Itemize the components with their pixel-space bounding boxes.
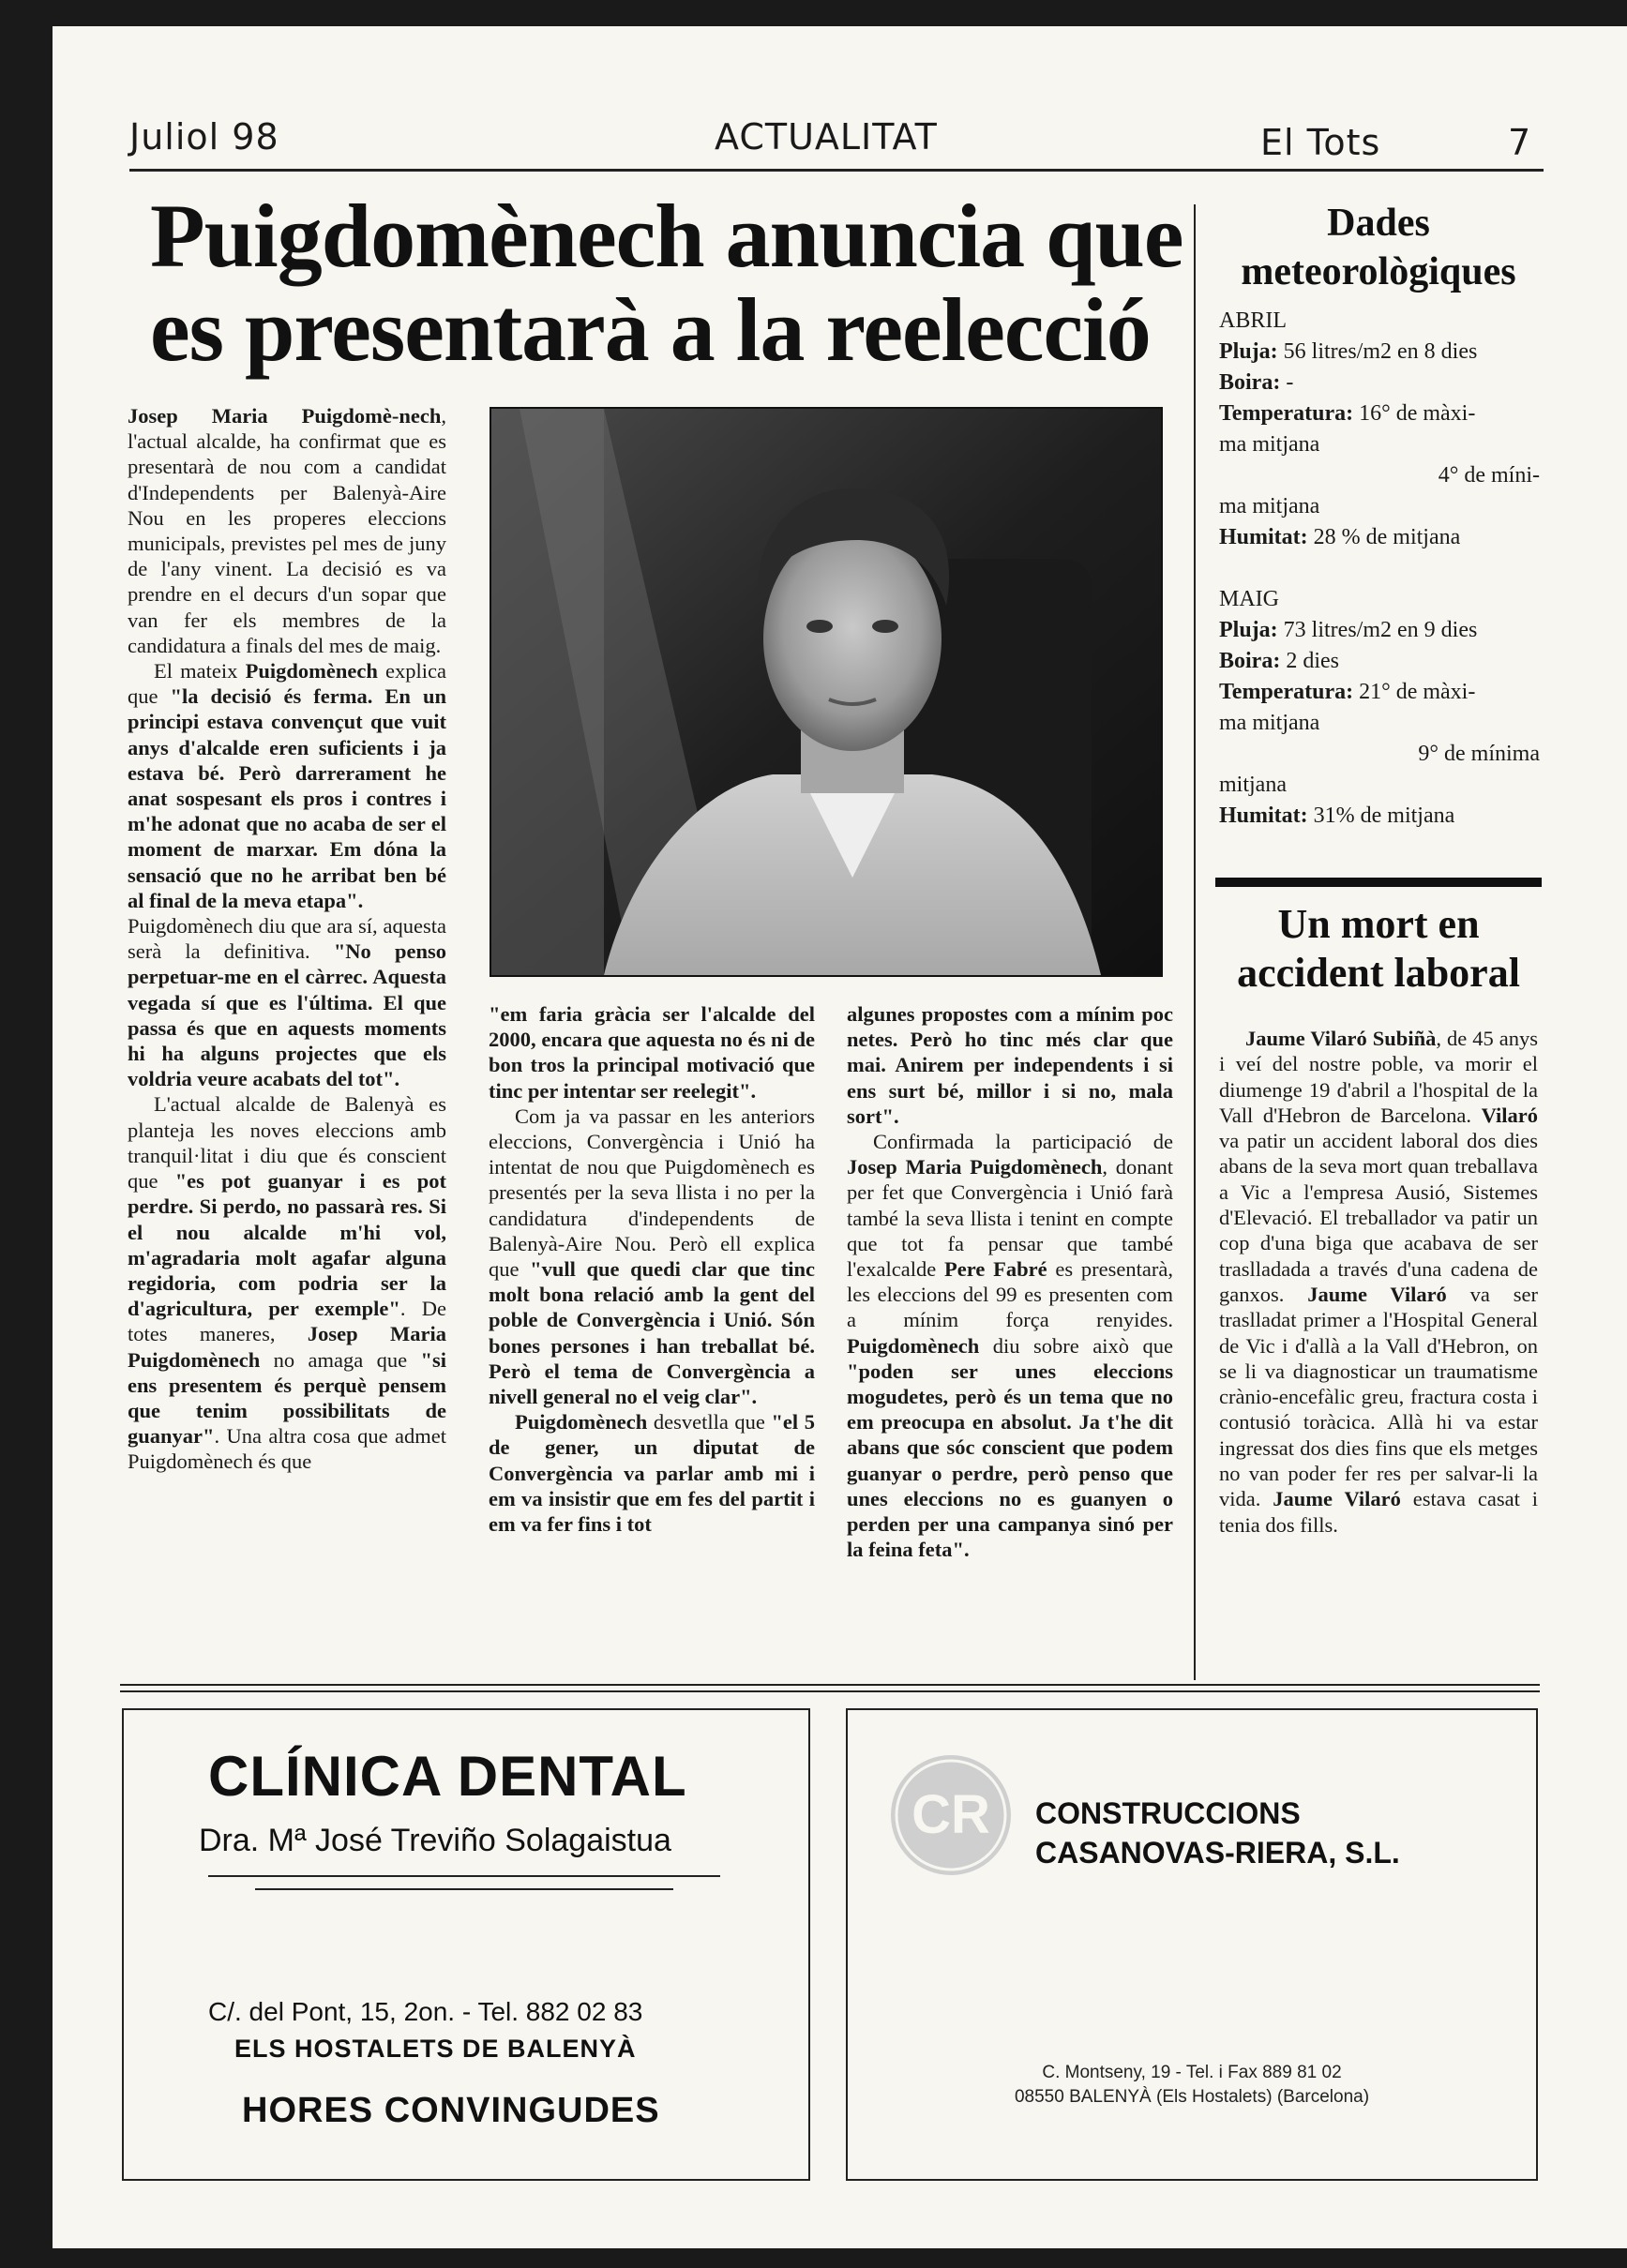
weather-title-line-2: meteorològiques xyxy=(1241,250,1516,293)
bold-text: algunes propostes com a mínim poc netes. Però ho tinc més clar que mai. Anirem per independents i si ens surt bé, millor i si no, mala sort". xyxy=(847,1002,1173,1128)
fog-key: Boira: xyxy=(1219,649,1281,673)
article-column-1 xyxy=(128,403,446,1475)
paragraph xyxy=(847,1001,1173,1129)
dental-title: CLÍNICA DENTAL xyxy=(208,1745,687,1808)
temp-min-cont: mitjana xyxy=(1219,773,1287,797)
header-rule xyxy=(129,169,1544,172)
humidity-value: 28 % de mitjana xyxy=(1307,525,1461,549)
bold-text: Puigdomènech xyxy=(245,659,378,683)
text: explica que xyxy=(128,659,446,709)
bold-text: "si ens presentem és perquè pensem que tenim possibilitats de guanyar" xyxy=(128,1347,446,1449)
construccions-address-1: C. Montseny, 19 - Tel. i Fax 889 81 02 xyxy=(1042,2063,1342,2082)
rain-value: 73 litres/m2 en 9 dies xyxy=(1277,618,1478,642)
bold-text: "la decisió és ferma. En un principi estava convençut que vuit anys d'alcalde eren suficients i ja estava bé. Però darrerament he anat sospesant els pros i contres i m'he adonat que no acaba de ser el moment de marxar. Em dóna la sensació que no he arribat ben bé al final de la meva etapa". xyxy=(128,684,446,912)
temp-row xyxy=(1219,677,1540,708)
rain-key: Pluja: xyxy=(1219,339,1278,364)
text: El mateix xyxy=(154,659,246,683)
article-column-2 xyxy=(489,1001,815,1537)
article-column-3 xyxy=(847,1001,1173,1562)
construccions-name-1: CONSTRUCCIONS xyxy=(1035,1796,1301,1830)
bold-text: Puigdomènech xyxy=(847,1333,980,1358)
temp-min-value: 9° de mínima xyxy=(1418,742,1540,766)
column-divider xyxy=(1194,204,1196,1680)
text: diu sobre això que xyxy=(979,1333,1173,1358)
text: va patir un accident laboral dos dies abans de la seva mort quan treballava a Vic a l'empresa Ausió, Sistemes d'Elevació. El treballador va patir un cop d'una biga que acabava de ser traslladada a través d'una cadena de ganxos. xyxy=(1219,1129,1538,1306)
bold-text: "es pot guanyar i es pot perdre. Si perdo, no passarà res. Si el nou alcalde m'hi vol, m'agradaria molt agafar alguna regidoria, com podria ser la d'agricultura, per exemple" xyxy=(128,1169,446,1321)
text: desvetlla que xyxy=(647,1410,772,1434)
humidity-row xyxy=(1219,522,1540,553)
temp-value-cont: ma mitjana xyxy=(1219,711,1320,735)
portrait-photo xyxy=(490,407,1163,977)
month-label: MAIG xyxy=(1219,587,1279,611)
cr-logo-text: CR xyxy=(911,1784,990,1845)
bold-text: Josep Maria Puigdomè-nech xyxy=(128,404,442,428)
temp-key: Temperatura: xyxy=(1219,401,1354,426)
bold-text: Pere Fabré xyxy=(944,1257,1047,1282)
paragraph xyxy=(847,1129,1173,1562)
month-label: ABRIL xyxy=(1219,308,1287,333)
temp-row xyxy=(1219,398,1540,429)
ad-clinica-dental xyxy=(122,1708,810,2181)
paragraph xyxy=(128,403,446,658)
bold-text: "No penso perpetuar-me en el càrrec. Aquesta vegada sí que es l'última. El que passa és que en aquests moments hi ha alguns projectes que els voldria veure acabats del tot". xyxy=(128,939,446,1091)
construccions-name-2: CASANOVAS-RIERA, S.L. xyxy=(1035,1836,1400,1870)
text: no amaga que xyxy=(260,1347,421,1372)
weather-title-line-1: Dades xyxy=(1327,202,1430,245)
text: , l'actual alcalde, ha confirmat que es presentarà de nou com a candidat d'Independents per Balenyà-Aire Nou en les properes eleccions municipals, previstes pel mes de juny de l'any vinent. La decisió es va prendre en el decurs d'un sopar que van fer els membres de la candidatura a finals del mes de maig. xyxy=(128,404,446,657)
paragraph xyxy=(128,658,446,913)
bold-text: Josep Maria Puigdomènech xyxy=(128,1322,446,1372)
headline-line-1: Puigdomènech anuncia que xyxy=(150,186,1183,286)
ad-construccions xyxy=(846,1708,1538,2181)
accident-title xyxy=(1210,900,1547,998)
dental-town: ELS HOSTALETS DE BALENYÀ xyxy=(234,2035,637,2063)
paragraph xyxy=(1219,1026,1538,1538)
publication-name: El Tots xyxy=(1260,122,1381,163)
rain-row xyxy=(1219,337,1540,368)
temp-min-cont: ma mitjana xyxy=(1219,494,1320,518)
fog-value: 2 dies xyxy=(1280,649,1339,673)
text: va ser traslladat primer a l'Hospital General de Vic i d'allà a la Vall d'Hebron, on se li va diagnosticar un traumatisme crànio-encefàlic greu, fractura costa i contusió toràcica. Allà hi va estar ingressat dos dies fins que els metges no van poder fer res per salvar-li la vida. xyxy=(1219,1282,1538,1511)
paragraph xyxy=(489,1104,815,1409)
humidity-key: Humitat: xyxy=(1219,525,1308,549)
paragraph xyxy=(128,913,446,1091)
bottom-rule-1 xyxy=(120,1684,1540,1686)
humidity-row xyxy=(1219,801,1540,832)
text: Puigdomènech diu que ara sí, aquesta serà la definitiva. xyxy=(128,914,446,964)
bold-text: Jaume Vilaró xyxy=(1273,1487,1401,1511)
humidity-value: 31% de mitjana xyxy=(1307,804,1455,828)
dental-doctor: Dra. Mª José Treviño Solagaistua xyxy=(199,1823,671,1858)
issue-date: Juliol 98 xyxy=(129,116,279,158)
bold-text: Josep Maria Puigdomènech xyxy=(847,1155,1103,1179)
temp-value-cont: ma mitjana xyxy=(1219,432,1320,457)
accident-title-line-1: Un mort en xyxy=(1277,901,1480,947)
temp-value: 16° de màxi- xyxy=(1353,401,1476,426)
section-name: ACTUALITAT xyxy=(715,116,938,158)
fog-key: Boira: xyxy=(1219,370,1281,395)
text: , de 45 anys i veí del nostre poble, va morir el diumenge 19 d'abril a l'hospital de la Vall d'Hebron de Barcelona. xyxy=(1219,1027,1539,1127)
temp-value: 21° de màxi- xyxy=(1353,680,1476,704)
weather-title xyxy=(1210,199,1547,296)
rain-row xyxy=(1219,615,1540,646)
text: , donant per fet que Convergència i Unió farà també la seva llista i tenint en compte que tot fa pensar que també l'exalcalde xyxy=(847,1155,1173,1282)
bold-text: Vilaró xyxy=(1481,1103,1538,1127)
construccions-address-2: 08550 BALENYÀ (Els Hostalets) (Barcelona) xyxy=(1014,2087,1370,2107)
text: Confirmada la participació de xyxy=(873,1130,1173,1154)
text: es presentarà, les eleccions del 99 es presenten com a mínim força renyides. xyxy=(847,1257,1173,1332)
temp-key: Temperatura: xyxy=(1219,680,1354,704)
bold-text: "poden ser unes eleccions mogudetes, però és un tema que no em preocupa en absolut. Ja t'he dit abans que sóc conscient que podem guanyar o perdre, però penso que unes eleccions no es guanyen o perden per una campanya sinó per la feina feta". xyxy=(847,1359,1173,1562)
text: . De totes maneres, xyxy=(128,1297,446,1346)
text: estava casat i tenia dos fills. xyxy=(1219,1487,1539,1537)
headline-line-2: es presentarà a la reelecció xyxy=(150,279,1151,380)
temp-min-value: 4° de míni- xyxy=(1438,463,1540,488)
dental-hours: HORES CONVINGUDES xyxy=(242,2091,660,2130)
bold-text: "el 5 de gener, un diputat de Convergència va parlar amb mi i em va insistir que em fes del partit i em va fer fins i tot xyxy=(489,1410,815,1537)
text: Com ja va passar en les anteriors eleccions, Convergència i Unió ha intentat de nou que Puigdomènech es presentés per la seva llista i no per la candidatura d'independents de Balenyà-Aire Nou. Però ell explica que xyxy=(489,1104,815,1282)
fog-value: - xyxy=(1280,370,1294,395)
paragraph xyxy=(128,1091,446,1474)
paragraph xyxy=(489,1001,815,1104)
rain-value: 56 litres/m2 en 8 dies xyxy=(1277,339,1478,364)
bold-text: Jaume Vilaró xyxy=(1307,1282,1447,1306)
page-number: 7 xyxy=(1508,122,1532,163)
portrait-image xyxy=(491,409,1161,975)
humidity-key: Humitat: xyxy=(1219,804,1308,828)
article-headline xyxy=(150,186,1200,380)
bold-text: Jaume Vilaró Subiñà xyxy=(1245,1027,1437,1050)
fog-row xyxy=(1219,368,1540,398)
bold-text: "em faria gràcia ser l'alcalde del 2000, encara que aquesta no és ni de bon tros la principal motivació que tinc per intentar ser reelegit". xyxy=(489,1002,815,1103)
dental-rule-2 xyxy=(255,1888,673,1890)
dental-rule-1 xyxy=(208,1875,720,1877)
sidebar-thick-rule xyxy=(1215,878,1542,887)
fog-row xyxy=(1219,646,1540,677)
spacer xyxy=(1219,553,1540,584)
bold-text: "vull que quedi clar que tinc molt bona relació amb la gent del poble de Convergència i Unió. Són bones persones i han treballat bé. Però el tema de Convergència a nivell general no el veig clar". xyxy=(489,1257,815,1409)
accident-title-line-2: accident laboral xyxy=(1237,950,1520,996)
text: L'actual alcalde de Balenyà es planteja les noves eleccions amb tranquil·litat i diu que és conscient que xyxy=(128,1092,446,1194)
bottom-rule-2 xyxy=(120,1690,1540,1692)
text: . Una altra cosa que admet Puigdomènech és que xyxy=(128,1424,446,1474)
paragraph xyxy=(489,1409,815,1537)
rain-key: Pluja: xyxy=(1219,618,1278,642)
accident-body xyxy=(1219,1026,1538,1538)
dental-address: C/. del Pont, 15, 2on. - Tel. 882 02 83 xyxy=(208,1997,643,2026)
weather-data xyxy=(1219,306,1540,832)
bold-text: Puigdomènech xyxy=(515,1410,648,1434)
